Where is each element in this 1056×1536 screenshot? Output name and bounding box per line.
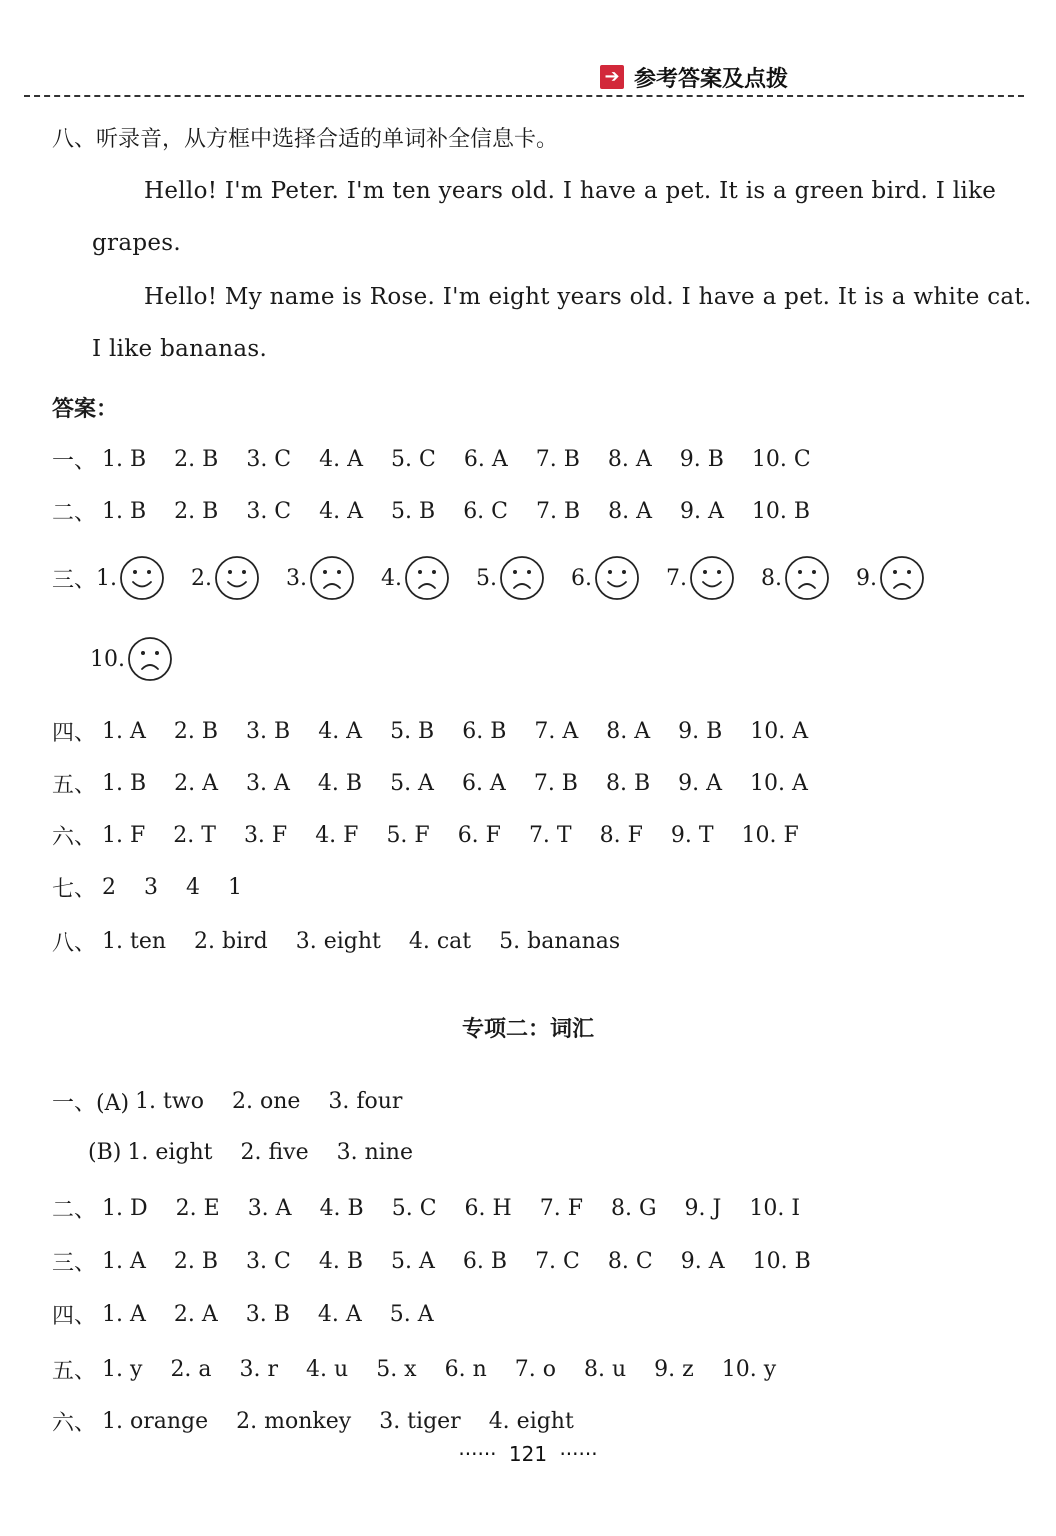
answer-item: 10. A [750, 719, 809, 744]
answer-item: 2. A [173, 1302, 218, 1327]
answer-item: 3. four [328, 1089, 403, 1114]
answer-row-1 [52, 444, 839, 475]
answer-item: 7. B [536, 499, 581, 524]
answer-item: 9. z [654, 1357, 694, 1382]
vocab-row-2 [52, 1193, 828, 1224]
smiley-face-icon [594, 555, 640, 601]
answer-item: 2. bird [194, 929, 268, 954]
face-answer-item [191, 555, 260, 601]
face-answer-item [856, 555, 925, 601]
passage1-line2: grapes. [92, 230, 181, 256]
answer-item: 3 [144, 875, 159, 900]
answer-item: 9. A [680, 1249, 725, 1274]
answer-item: 1. A [102, 719, 146, 744]
vocab-row-6 [52, 1406, 602, 1437]
answer-item: 10. y [721, 1357, 777, 1382]
answer-item: 3. A [246, 771, 290, 796]
row-prefix: 二、 [52, 501, 97, 526]
face-answer-item [761, 555, 830, 601]
answer-item: 6. C [463, 499, 509, 524]
face-answer-item [571, 555, 640, 601]
smiley-face-icon [689, 555, 735, 601]
answer-item: 4. A [319, 447, 364, 472]
sad-face-icon [499, 555, 545, 601]
row-prefix: 八、 [52, 931, 97, 956]
answer-item: 7. F [539, 1196, 583, 1221]
answer-item: 5. C [391, 1196, 437, 1221]
answer-item: 6. B [462, 1249, 508, 1274]
answer-item: 1. B [102, 447, 147, 472]
header-divider [24, 95, 1024, 97]
answers-label: 答案： [52, 397, 119, 422]
row-prefix: 一、 [52, 449, 97, 474]
answer-item: 4. B [318, 1249, 364, 1274]
answer-item: 2. five [240, 1140, 309, 1165]
header-title [600, 62, 788, 92]
answer-item: 9. B [678, 719, 723, 744]
answer-item: 4. B [319, 1196, 364, 1221]
answer-item: 4. A [319, 499, 364, 524]
answer-item: 2. a [170, 1357, 212, 1382]
answer-item: 3. B [246, 719, 291, 744]
face-answer-item [90, 636, 173, 682]
sad-face-icon [784, 555, 830, 601]
vocab-row-4 [52, 1299, 462, 1330]
row-prefix: (B) [88, 1140, 122, 1165]
vocab-row-1b [88, 1140, 441, 1165]
answer-row-3 [52, 555, 951, 601]
answer-item: 8. A [607, 447, 652, 472]
answer-item: 7. T [528, 823, 572, 848]
answer-item: 6. A [461, 771, 506, 796]
answer-item: 5. bananas [499, 929, 621, 954]
answer-item: 8. C [607, 1249, 653, 1274]
answer-item: 3. F [243, 823, 288, 848]
answer-item: 1 [228, 875, 243, 900]
answer-item: 7. A [534, 719, 579, 744]
row-prefix: 五、 [52, 1359, 97, 1384]
answer-row-5 [52, 768, 836, 799]
answer-item: 9. J [684, 1196, 722, 1221]
answer-item: 5. A [389, 1302, 434, 1327]
answer-item: 2 [102, 875, 117, 900]
answer-item: 3. tiger [379, 1409, 461, 1434]
answer-item: 1. A [102, 1249, 146, 1274]
answer-item: 10. B [752, 1249, 811, 1274]
answer-item: 4. F [315, 823, 359, 848]
face-number: 7. [666, 565, 688, 591]
answer-item: 6. F [457, 823, 501, 848]
section2-title: 专项二：词汇 [461, 1017, 594, 1042]
answer-item: 2. T [173, 823, 216, 848]
answer-item: 2. B [173, 719, 219, 744]
answer-row-7 [52, 872, 270, 903]
answer-item: 3. C [246, 499, 292, 524]
answer-item: 5. F [386, 823, 430, 848]
answer-item: 8. B [605, 771, 651, 796]
sad-face-icon [404, 555, 450, 601]
answer-item: 1. B [102, 499, 147, 524]
row-prefix: 三、 [52, 1251, 97, 1276]
passage2-line2: I like bananas. [92, 336, 268, 362]
answer-item: 4 [186, 875, 201, 900]
face-answer-item [286, 555, 355, 601]
answer-row-2 [52, 496, 838, 527]
answer-item: 10. B [751, 499, 811, 524]
face-answer-item [666, 555, 735, 601]
vocab-row-5 [52, 1354, 804, 1385]
answer-item: 5. A [390, 771, 434, 796]
face-answer-item [381, 555, 450, 601]
answer-item: 1. D [102, 1196, 148, 1221]
answer-item: 8. A [606, 719, 651, 744]
page-dots-right: ······ [559, 1442, 598, 1466]
row-prefix: 六、 [52, 1411, 97, 1436]
answer-item: 6. A [463, 447, 508, 472]
answer-item: 4. eight [488, 1409, 574, 1434]
answer-item: 3. C [246, 447, 292, 472]
answer-item: 1. B [102, 771, 147, 796]
answer-item: 7. C [535, 1249, 580, 1274]
row-prefix: 四、 [52, 1304, 97, 1329]
row-prefix: 二、 [52, 1198, 97, 1223]
answer-item: 6. H [464, 1196, 512, 1221]
page-number [0, 1442, 1056, 1466]
header-title-text: 参考答案及点拨 [634, 66, 789, 92]
sad-face-icon [879, 555, 925, 601]
answer-item: 5. B [390, 719, 435, 744]
answer-item: 5. x [376, 1357, 417, 1382]
face-number: 1. [96, 565, 118, 591]
answer-item: 1. y [102, 1357, 143, 1382]
vocab-row-1a [52, 1086, 430, 1117]
answer-item: 2. B [173, 1249, 219, 1274]
row-prefix: 四、 [52, 721, 97, 746]
answer-item: 8. u [583, 1357, 627, 1382]
face-number: 10. [90, 646, 125, 672]
answer-item: 2. one [231, 1089, 301, 1114]
vocab-row-3 [52, 1246, 839, 1277]
face-number: 2. [191, 565, 213, 591]
face-answer-item [96, 555, 165, 601]
answer-item: 7. B [533, 771, 578, 796]
answer-item: 1. F [102, 823, 146, 848]
answer-item: 4. B [317, 771, 363, 796]
answer-item: 6. n [444, 1357, 487, 1382]
answer-item: 10. I [749, 1196, 801, 1221]
passage2-line1: Hello! My name is Rose. I'm eight years old. I have a pet. It is a white cat. [144, 284, 1032, 310]
row-prefix: 一、(A) [52, 1091, 130, 1116]
smiley-face-icon [214, 555, 260, 601]
page-header [0, 0, 1056, 110]
answer-item: 1. orange [102, 1409, 209, 1434]
face-number: 4. [381, 565, 403, 591]
answer-row-6 [52, 820, 827, 851]
sad-face-icon [127, 636, 173, 682]
section8-heading: 八、听录音，从方框中选择合适的单词补全信息卡。 [52, 127, 559, 152]
answer-item: 7. B [535, 447, 580, 472]
faces-list-continued [90, 636, 199, 682]
answer-item: 2. A [174, 771, 219, 796]
answer-item: 8. A [608, 499, 653, 524]
smiley-face-icon [119, 555, 165, 601]
face-number: 5. [476, 565, 498, 591]
answer-item: 3. nine [336, 1140, 413, 1165]
answer-item: 2. E [175, 1196, 220, 1221]
arrow-right-icon: ➔ [600, 65, 624, 89]
answer-item: 8. F [599, 823, 643, 848]
passage1-line1: Hello! I'm Peter. I'm ten years old. I have a pet. It is a green bird. I like [144, 178, 997, 204]
answer-item: 9. B [679, 447, 724, 472]
answer-item: 3. r [239, 1357, 279, 1382]
face-number: 3. [286, 565, 308, 591]
face-number: 6. [571, 565, 593, 591]
answer-item: 3. B [245, 1302, 290, 1327]
answer-item: 1. two [135, 1089, 204, 1114]
sad-face-icon [309, 555, 355, 601]
answer-item: 6. B [462, 719, 507, 744]
answer-item: 9. A [678, 771, 723, 796]
answer-item: 2. monkey [236, 1409, 352, 1434]
answer-item: 3. C [246, 1249, 291, 1274]
answer-item: 2. B [174, 499, 219, 524]
answer-item: 1. A [102, 1302, 146, 1327]
row-prefix: 七、 [52, 877, 97, 902]
answer-item: 7. o [514, 1357, 556, 1382]
face-answer-item [476, 555, 545, 601]
answer-item: 2. B [174, 447, 219, 472]
row-prefix: 三、 [52, 567, 97, 593]
page-number-value: 121 [508, 1442, 548, 1466]
answer-item: 5. C [391, 447, 436, 472]
answer-item: 10. C [751, 447, 811, 472]
answer-item: 9. T [670, 823, 714, 848]
answer-item: 4. cat [408, 929, 472, 954]
answer-item: 10. F [741, 823, 799, 848]
answer-item: 3. A [247, 1196, 292, 1221]
face-number: 9. [856, 565, 878, 591]
row-prefix: 六、 [52, 825, 97, 850]
faces-list [96, 555, 951, 601]
answer-item: 4. u [306, 1357, 349, 1382]
answer-item: 1. eight [127, 1140, 213, 1165]
answer-item: 3. eight [295, 929, 381, 954]
answer-item: 5. B [391, 499, 436, 524]
face-number: 8. [761, 565, 783, 591]
answer-item: 8. G [610, 1196, 657, 1221]
answer-row-4 [52, 716, 836, 747]
answer-item: 4. A [317, 1302, 362, 1327]
answer-item: 5. A [391, 1249, 435, 1274]
answer-item: 9. A [680, 499, 724, 524]
answer-row-8 [52, 926, 648, 957]
answer-item: 1. ten [102, 929, 167, 954]
answer-item: 4. A [318, 719, 363, 744]
row-prefix: 五、 [52, 773, 97, 798]
page-dots-left: ······ [458, 1442, 497, 1466]
answer-item: 10. A [750, 771, 808, 796]
